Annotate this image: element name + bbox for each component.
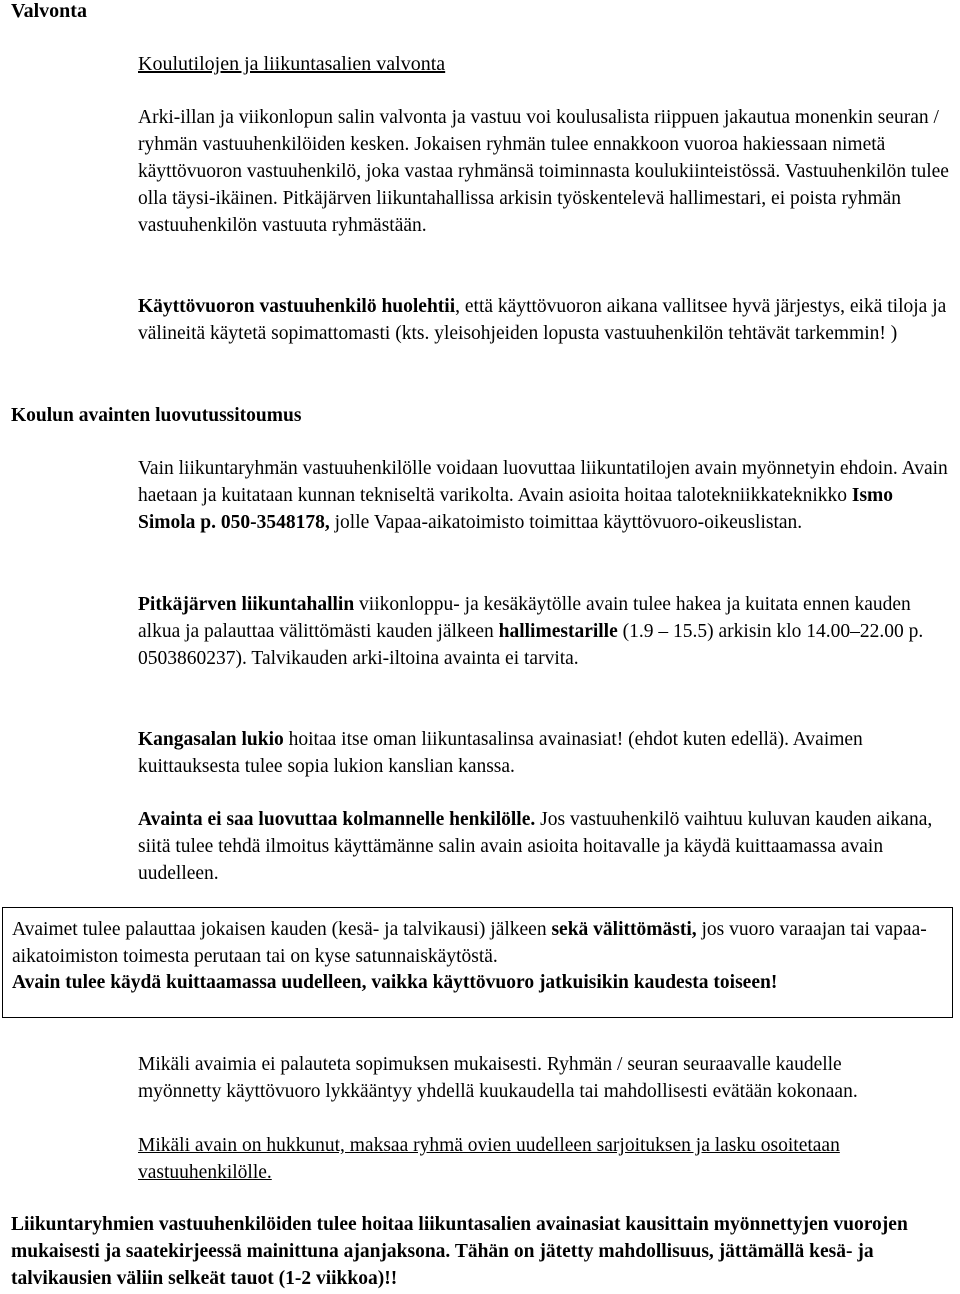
final-notice: Liikuntaryhmien vastuuhenkilöiden tulee hoitaa liikuntasalien avainasiat kausittain myönnettyjen vuorojen mukaisesti ja saatekirjeessä mainittuna ajanjaksona. Tähän on jätetty mahdollisuus, jättämällä kesä- ja talvikausien väliin selkeät tauot (1-2 viikkoa)!!	[11, 1214, 908, 1289]
hall-master-label: hallimestarille	[498, 621, 618, 642]
notice-text: Avaimet tulee palauttaa jokaisen kauden (kesä- ja talvikausi) jälkeen	[12, 919, 552, 940]
sports-hall-text: viikonloppu- ja kesäkäytölle avain tulee hakea ja kuitata ennen kauden alkua ja palauttaa välittömästi kauden jälkeen	[138, 594, 911, 642]
responsible-person-emphasis: Käyttövuoron vastuuhenkilö huolehtii	[138, 296, 456, 317]
third-party-warning: Avainta ei saa luovuttaa kolmannelle henkilölle.	[138, 809, 536, 830]
key-contact-name: Ismo Simola p. 050-3548178,	[138, 485, 894, 533]
paragraph-penalty: Mikäli avaimia ei palauteta sopimuksen mukaisesti. Ryhmän / seuran seuraavalle kaudelle myönnetty käyttövuoro lykkääntyy yhdellä kuukaudella tai mahdollisesti evätään kokonaan.	[138, 1054, 858, 1102]
key-handover-end: jolle Vapaa-aikatoimisto toimittaa käyttövuoro-oikeuslistan.	[329, 512, 803, 533]
sports-hall-name: Pitkäjärven liikuntahallin	[138, 594, 355, 615]
upper-secondary-text: hoitaa itse oman liikuntasalinsa avainasiat! (ehdot kuten edellä). Avaimen kuittauksesta tulee sopia lukion kanslian kanssa.	[138, 729, 863, 777]
notice-box	[2, 907, 953, 1018]
paragraph-supervision-intro: Arki-illan ja viikonlopun salin valvonta ja vastuu voi koulusalista riippuen jakautua monenkin seuran / ryhmän vastuuhenkilöiden kesken. Jokaisen ryhmän tulee ennakkoon vuoroa hakiessaan nimetä käyttövuoron vastuuhenkilö, joka vastaa ryhmänsä toiminnasta koulukiinteistössä. Vastuuhenkilön tulee olla täysi-ikäinen. Pitkäjärven liikuntahallissa arkisin työskentelevä hallimestari, ei poista ryhmän vastuuhenkilön vastuuta ryhmästään.	[138, 107, 949, 236]
page-title: Valvonta	[11, 0, 87, 22]
paragraph-key-handover	[138, 455, 950, 536]
responsible-person-text: , että käyttövuoron aikana vallitsee hyvä järjestys, eikä tiloja ja välineitä käytetä sopimattomasti (kts. yleisohjeiden lopusta vastuuhenkilön tehtävät tarkemmin! )	[138, 296, 947, 344]
paragraph-lost-key: Mikäli avain on hukkunut, maksaa ryhmä ovien uudelleen sarjoituksen ja lasku osoitetaan vastuuhenkilölle.	[138, 1135, 840, 1183]
sports-hall-end: (1.9 – 15.5) arkisin klo 14.00–22.00 p. 0503860237). Talvikauden arki-iltoina avainta ei tarvita.	[138, 621, 924, 669]
notice-emphasis: sekä välittömästi,	[551, 919, 697, 940]
notice-text-end: jos vuoro varaajan tai vapaa-aikatoimiston toimesta perutaan tai on kyse satunnaiskäytöstä.	[12, 919, 927, 967]
upper-secondary-name: Kangasalan lukio	[138, 729, 284, 750]
key-handover-text: Vain liikuntaryhmän vastuuhenkilölle voidaan luovuttaa liikuntatilojen avain myönnetyin ehdoin. Avain haetaan ja kuitataan kunnan tekniseltä varikolta. Avain asioita hoitaa talotekniikkateknikko	[138, 458, 948, 506]
third-party-text: Jos vastuuhenkilö vaihtuu kuluvan kauden aikana, siitä tulee tehdä ilmoitus käyttämänne salin avain asioita hoitavalle ja käydä kuittaamassa avain uudelleen.	[138, 809, 933, 884]
paragraph-third-party	[138, 806, 950, 887]
paragraph-upper-secondary	[138, 726, 950, 780]
paragraph-sports-hall	[138, 591, 950, 672]
section-heading-key-handover: Koulun avainten luovutussitoumus	[11, 405, 302, 426]
notice-return-keys	[12, 917, 952, 970]
paragraph-responsible-person	[138, 293, 950, 347]
notice-requittance: Avain tulee käydä kuittaamassa uudelleen, vaikka käyttövuoro jatkuisikin kaudesta toiseen!	[12, 972, 778, 993]
section-heading-supervision: Koulutilojen ja liikuntasalien valvonta	[138, 53, 446, 75]
